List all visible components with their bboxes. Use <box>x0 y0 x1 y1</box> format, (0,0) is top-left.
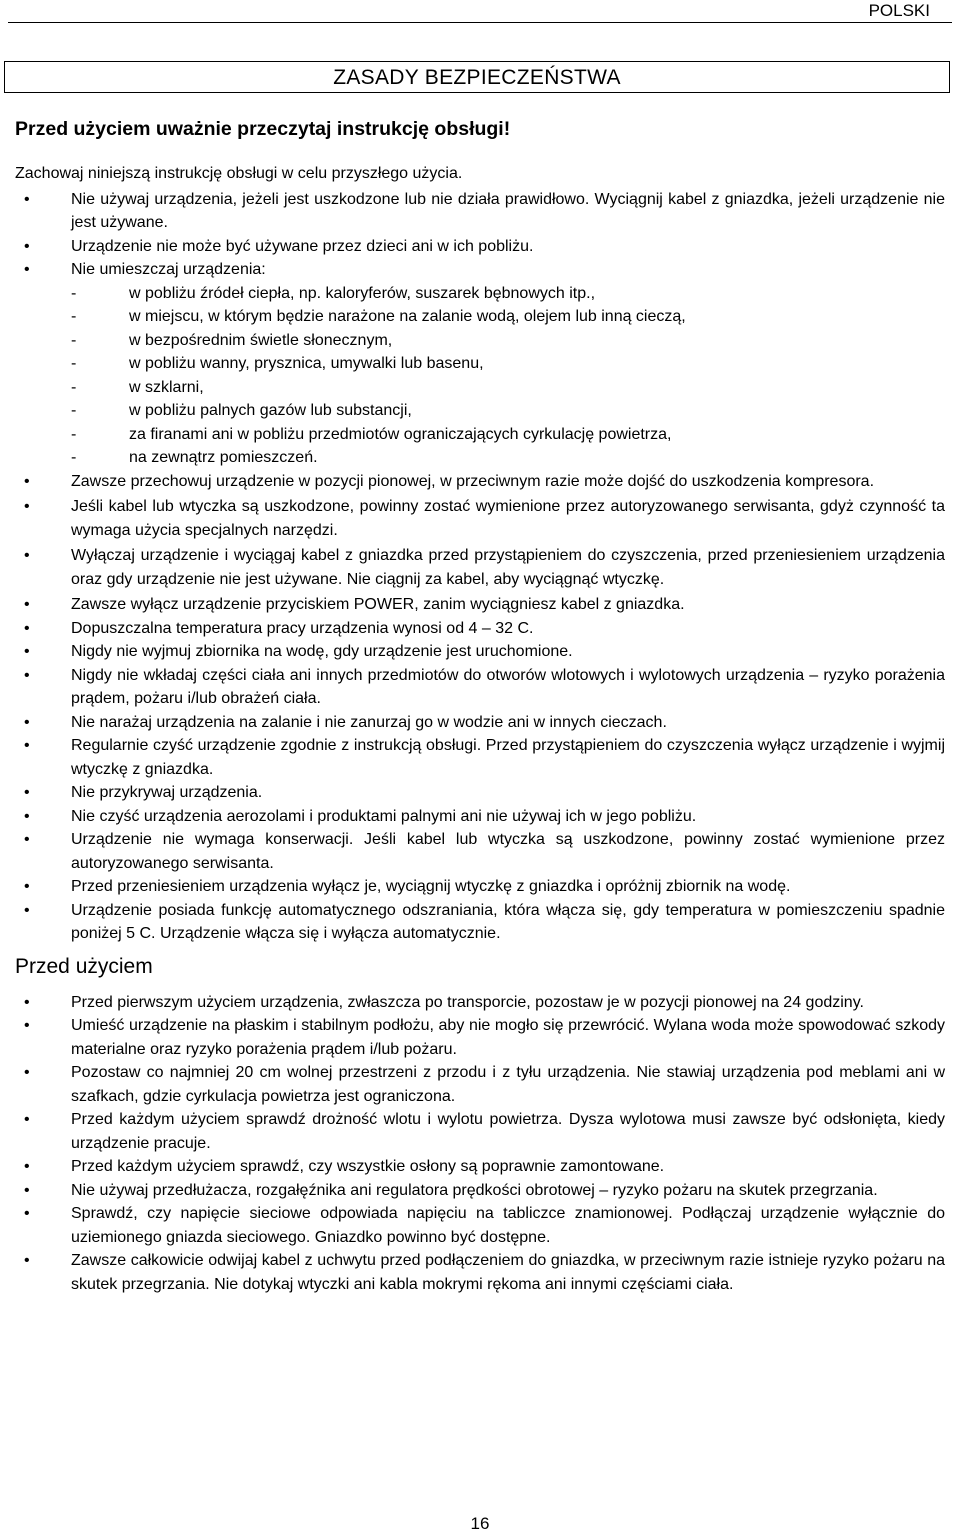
sub-list-item: - za firanami ani w pobliżu przedmiotów ograniczających cyrkulację powietrza, <box>71 423 945 447</box>
list-item: • Zawsze wyłącz urządzenie przyciskiem POWER, zanim wyciągniesz kabel z gniazdka. <box>15 593 945 617</box>
sub-list-item: - w pobliżu palnych gazów lub substancji, <box>71 399 945 423</box>
before-use-list <box>15 991 945 1297</box>
header-divider <box>8 22 952 23</box>
intro-text: Zachowaj niniejszą instrukcję obsługi w celu przyszłego użycia. <box>15 165 463 182</box>
page-title: ZASADY BEZPIECZEŃSTWA <box>4 61 950 93</box>
sub-list-item: - na zewnątrz pomieszczeń. <box>71 446 945 470</box>
section-heading-before-use: Przed użyciem <box>15 954 153 978</box>
warning-heading: Przed użyciem uważnie przeczytaj instrukcję obsługi! <box>15 118 511 140</box>
sub-list-item: - w pobliżu źródeł ciepła, np. kaloryferów, suszarek bębnowych itp., <box>71 282 945 306</box>
list-item: • Przed przeniesieniem urządzenia wyłącz je, wyciągnij wtyczkę z gniazdka i opróżnij zbiornik na wodę. <box>15 875 945 899</box>
list-item: • Przed pierwszym użyciem urządzenia, zwłaszcza po transporcie, pozostaw je w pozycji pionowej na 24 godziny. <box>15 991 945 1015</box>
list-item: • Wyłączaj urządzenie i wyciągaj kabel z gniazdka przed przystąpieniem do czyszczenia, przed przeniesieniem urządzenia oraz gdy urządzenie nie jest używane. Nie ciągnij za kabel, aby wyciągnąć wtyczkę. <box>15 544 945 591</box>
list-item-text: Nie umieszczaj urządzenia: <box>71 261 266 278</box>
list-item: • Zawsze przechowuj urządzenie w pozycji pionowej, w przeciwnym razie może dojść do uszkodzenia kompresora. <box>15 470 945 494</box>
list-item: • Urządzenie nie wymaga konserwacji. Jeśli kabel lub wtyczka są uszkodzone, powinny zostać wymienione przez autoryzowanego serwisanta. <box>15 828 945 875</box>
list-item: • Sprawdź, czy napięcie sieciowe odpowiada napięciu na tabliczce znamionowej. Podłączaj urządzenie wyłącznie do uziemionego gniazda sieciowego. Gniazdko powinno być dostępne. <box>15 1202 945 1249</box>
list-item: • Jeśli kabel lub wtyczka są uszkodzone, powinny zostać wymienione przez autoryzowanego serwisanta, gdyż czynność ta wymaga użycia specjalnych narzędzi. <box>15 495 945 542</box>
sub-list-item: - w pobliżu wanny, prysznica, umywalki lub basenu, <box>71 352 945 376</box>
list-item: • Nie przykrywaj urządzenia. <box>15 781 945 805</box>
list-item: • Urządzenie nie może być używane przez dzieci ani w ich pobliżu. <box>15 235 945 259</box>
page-number: 16 <box>470 1514 490 1533</box>
list-item: • Dopuszczalna temperatura pracy urządzenia wynosi od 4 – 32 C. <box>15 617 945 641</box>
list-item: • Pozostaw co najmniej 20 cm wolnej przestrzeni z przodu i z tyłu urządzenia. Nie stawiaj urządzenia pod meblami ani w szafkach, gdzie cyrkulacja powietrza jest ograniczona. <box>15 1061 945 1108</box>
list-item: • Umieść urządzenie na płaskim i stabilnym podłożu, aby nie mogło się przewrócić. Wylana woda może spowodować szkody materialne oraz ryzyko porażenia prądem i/lub pożaru. <box>15 1014 945 1061</box>
safety-list <box>15 188 945 946</box>
list-item: • Nie narażaj urządzenia na zalanie i nie zanurzaj go w wodzie ani w innych cieczach. <box>15 711 945 735</box>
sub-list-item: - w miejscu, w którym będzie narażone na zalanie wodą, olejem lub inną cieczą, <box>71 305 945 329</box>
list-item: • Nigdy nie wyjmuj zbiornika na wodę, gdy urządzenie jest uruchomione. <box>15 640 945 664</box>
list-item: • Nie używaj urządzenia, jeżeli jest uszkodzone lub nie działa prawidłowo. Wyciągnij kabel z gniazdka, jeżeli urządzenie nie jest używane. <box>15 188 945 235</box>
list-item: • Regularnie czyść urządzenie zgodnie z instrukcją obsługi. Przed przystąpieniem do czyszczenia wyłącz urządzenie i wyjmij wtyczkę z gniazdka. <box>15 734 945 781</box>
sub-list-item: - w szklarni, <box>71 376 945 400</box>
sub-list-item: - w bezpośrednim świetle słonecznym, <box>71 329 945 353</box>
list-item: • Nigdy nie wkładaj części ciała ani innych przedmiotów do otworów wlotowych i wylotowych urządzenia – ryzyko porażenia prądem, pożaru i/lub obrażeń ciała. <box>15 664 945 711</box>
list-item: • Zawsze całkowicie odwijaj kabel z uchwytu przed podłączeniem do gniazdka, w przeciwnym razie istnieje ryzyko pożaru na skutek przegrzania. Nie dotykaj wtyczki ani kabla mokrymi rękoma ani innymi częściami ciała. <box>15 1249 945 1296</box>
list-item: • Przed każdym użyciem sprawdź drożność wlotu i wylotu powietrza. Dysza wylotowa musi zawsze być odsłonięta, kiedy urządzenie pracuje. <box>15 1108 945 1155</box>
list-item: • Urządzenie posiada funkcję automatycznego odszraniania, która włącza się, gdy temperatura w pomieszczeniu spadnie poniżej 5 C. Urządzenie włącza się i wyłącza automatycznie. <box>15 899 945 946</box>
document-body <box>15 116 945 1296</box>
list-item: • Przed każdym użyciem sprawdź, czy wszystkie osłony są poprawnie zamontowane. <box>15 1155 945 1179</box>
list-item: • Nie czyść urządzenia aerozolami i produktami palnymi ani nie używaj ich w jego pobliżu. <box>15 805 945 829</box>
header-language: POLSKI <box>868 1 930 20</box>
location-sublist <box>71 282 945 470</box>
list-item: • Nie używaj przedłużacza, rozgałęźnika ani regulatora prędkości obrotowej – ryzyko pożaru na skutek przegrzania. <box>15 1179 945 1203</box>
list-item <box>15 258 945 470</box>
